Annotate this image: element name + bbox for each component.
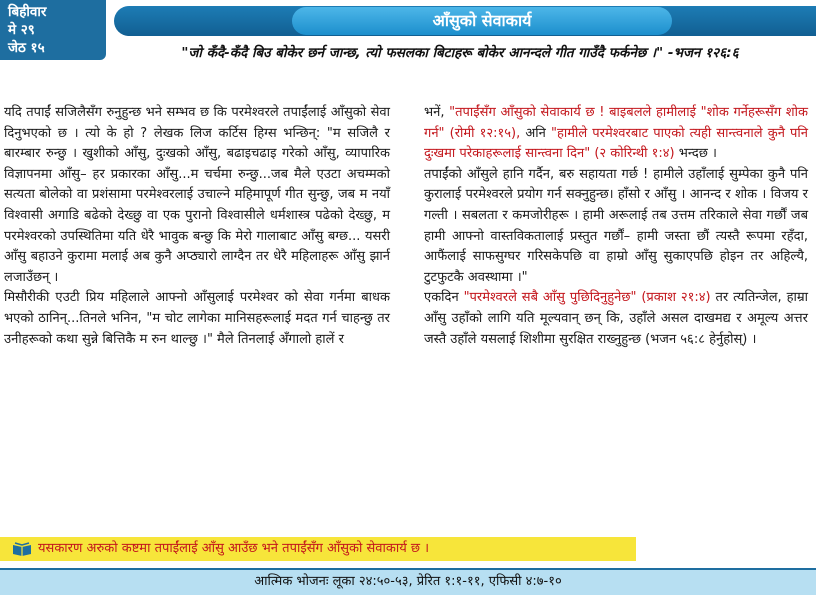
text-span: भनें, (424, 105, 450, 120)
date-nepali: जेठ १५ (8, 40, 45, 56)
book-icon (12, 542, 32, 556)
text-span: अनि (525, 125, 551, 141)
paragraph-4: तपाईंको आँसुले हानि गर्दैन, बरु सहायता गर्छ ! हामीले उहाँलाई सुम्पेका कुनै पनि कुरालाई परमेश्वरले प्रयोग गर्न सक्नुहुन्छ। हाँसो र आँसु । आनन्द र शोक । विजय र गल्ती । सबलता र कमजोरीहरू । हामी अरूलाई तब उत्तम तरिकाले सेवा गर्छौं जब हामी आफ्नो वास्तविकतालाई प्रस्तुत गर्छौं– हामी जस्ता छौं त्यस्तै रूपमा रहँदा, आफैंलाई साफसुग्घर गरिसकेपछि वा हाम्रो आँसु सुकाएपछि होइन तर अहिल्यै, टुटफुटकै अवस्थामा ।" (424, 166, 808, 285)
text-span: भन्दछ । (674, 146, 717, 162)
text-span: एकदिन (424, 290, 464, 306)
text-span: तर त्यतिन्जेल, हाम्रा आँसु उहाँको लागि यति मूल्यवान् छन् कि, उहाँले असल दाखमद्य र अमूल्य अत्तर जस्तै उहाँले यसलाई शिशीमा सुरक्षित राख्नुहुन्छ (भजन ५६:८ हेर्नुहोस्) । (424, 290, 808, 347)
takeaway-banner (0, 537, 636, 561)
reading-plan-footer: आत्मिक भोजनः लूका २४:५०-५३, प्रेरित १:१-११, एफिसी ४:७-१० (0, 568, 816, 595)
page-title: आँसुको सेवाकार्य (292, 7, 672, 35)
paragraph-3 (424, 103, 808, 165)
scripture-quote: "तपाईंसँग आँसुको सेवाकार्य छ ! बाइबलले हामीलाई "शोक गर्नेहरूसँग शोक गर्न" (रोमी १२:१५), (424, 105, 808, 141)
title-bar (114, 6, 816, 36)
key-verse: "जो कँदै-कँदै बिउ बोकेर छर्न जान्छ, त्यो फसलका बिटाहरू बोकेर आनन्दले गीत गाउँदै फर्कनेछ ।" -भजन १२६:६ (181, 45, 739, 61)
scripture-quote: "हामीले परमेश्वरबाट पाएको त्यही सान्त्वनाले कुनै पनि दुःखमा परेकाहरूलाई सान्त्वना दिन" (२ कोरिन्थी १:४) (424, 125, 808, 162)
paragraph-5 (424, 288, 808, 350)
takeaway-text: यसकारण अरुको कष्टमा तपाईंलाई आँसु आउँछ भने तपाईंसँग आँसुको सेवाकार्य छ । (38, 541, 430, 556)
paragraph-1: यदि तपाईं सजिलैसँग रुनुहुन्छ भने सम्भव छ कि परमेश्वरले तपाईंलाई आँसुको सेवा दिनुभएको छ । त्यो के हो ? लेखक लिज कर्टिस हिग्स भन्छिन्: "म सजिलै र बारम्बार रुन्छु । खुशीको आँसु, दुःखको आँसु, बढाइचढाइ गरेको आँसु, व्यापारिक विज्ञापनमा आँसु– हर प्रकारका आँसु...म चर्चमा रुन्छु...जब मैले एउटा अचम्मको सत्यता बोलेको वा प्रशंसामा परमेश्वरलाई उचाल्ने महिमापूर्ण गीत सुन्छु, जब म नयाँ विश्वासी अगाडि बढेको देख्छु वा एक पुरानो विश्वासीले धर्मशास्त्र पढेको देख्छु, म परमेश्वरको उपस्थितिमा यति धेरै भावुक बन्छु कि मेरो गालाबाट आँसु बग्छ... यसरी आँसु बहाउने कुरामा मलाई अब कुनै अप्ठ्यारो लाग्दैन तर धेरै महिलाहरू आँसु झार्न लजाउँछन् । (4, 105, 390, 285)
left-column (4, 103, 390, 350)
scripture-quote: "परमेश्वरले सबै आँसु पुछिदिनुहुनेछ" (प्रकाश २१:४) (463, 290, 711, 306)
date-box (0, 0, 106, 60)
right-column (424, 103, 808, 350)
paragraph-2: मिसौरीकी एउटी प्रिय महिलाले आफ्नो आँसुलाई परमेश्वर को सेवा गर्नमा बाधक भएको ठानिन्...तिनले भनिन, "म चोट लागेका मानिसहरूलाई मदत गर्न चाहन्छु तर उनीहरूको कथा सुन्ने बित्तिकै म रुन थाल्छु ।" मैले तिनलाई अँगालो हालें र (4, 290, 390, 347)
date-weekday: बिहीवार (8, 4, 47, 20)
date-gregorian: मे २९ (8, 22, 35, 38)
